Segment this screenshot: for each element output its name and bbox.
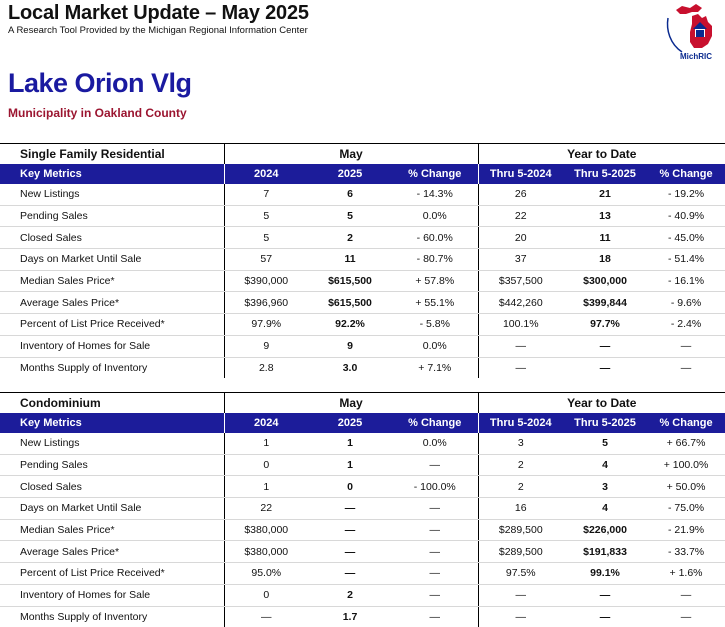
ytd-pct-change: - 2.4% (647, 314, 725, 336)
ytd-2025-value: 3 (563, 476, 647, 498)
may-2024-value: 5 (224, 205, 308, 227)
ytd-2024-value: — (478, 606, 563, 627)
ytd-group-header: Year to Date (478, 144, 725, 165)
metric-label: Pending Sales (0, 454, 224, 476)
ytd-pct-change: - 51.4% (647, 249, 725, 271)
metric-label: Inventory of Homes for Sale (0, 584, 224, 606)
ytd-2025-value: — (599, 610, 611, 623)
may-pct-change: — (429, 610, 440, 623)
ytd-2024-value: 2 (478, 476, 563, 498)
may-2025-value: 2 (308, 584, 392, 606)
ytd-2024-value: 26 (478, 184, 563, 205)
section-title: Condominium (0, 393, 224, 414)
ytd-2025-value: — (599, 361, 611, 374)
table-row (0, 606, 725, 627)
metric-label: Average Sales Price* (0, 541, 224, 563)
may-pct-change: + 55.1% (392, 292, 478, 314)
col-ytd-pct-change: % Change (647, 164, 725, 184)
ytd-2024-value: 3 (478, 433, 563, 454)
may-2024-value: — (224, 606, 308, 627)
may-2025-value: 2 (308, 227, 392, 249)
ytd-pct-change: - 75.0% (647, 498, 725, 520)
table-row (0, 357, 725, 378)
ytd-pct-change: — (680, 361, 692, 374)
may-2025-value: 1.7 (342, 610, 358, 623)
ytd-2024-value: 20 (478, 227, 563, 249)
may-2024-value: $390,000 (224, 270, 308, 292)
ytd-pct-change: — (680, 610, 692, 623)
ytd-pct-change: - 21.9% (647, 519, 725, 541)
ytd-2025-value: 5 (563, 433, 647, 454)
ytd-2024-value: $289,500 (478, 541, 563, 563)
ytd-2024-value: 97.5% (478, 563, 563, 585)
col-pct-change: % Change (392, 164, 478, 184)
table-row (0, 292, 725, 314)
ytd-2024-value: — (478, 335, 563, 357)
may-2025-value: 0 (308, 476, 392, 498)
may-pct-change: - 5.8% (392, 314, 478, 336)
section-title-row (0, 393, 725, 414)
may-2025-value: 9 (308, 335, 392, 357)
ytd-2024-value: — (478, 584, 563, 606)
may-pct-change: — (392, 563, 478, 585)
ytd-2025-value: 4 (563, 454, 647, 476)
col-pct-change: % Change (392, 413, 478, 433)
may-pct-change: — (392, 519, 478, 541)
ytd-2024-value: $357,500 (478, 270, 563, 292)
ytd-2025-value: 4 (563, 498, 647, 520)
col-2025: 2025 (308, 164, 392, 184)
table-row (0, 498, 725, 520)
table-row (0, 454, 725, 476)
may-pct-change: - 14.3% (392, 184, 478, 205)
may-2024-value: $380,000 (224, 519, 308, 541)
may-pct-change: + 7.1% (418, 361, 452, 374)
may-2024-value: 0 (224, 584, 308, 606)
col-key-metrics: Key Metrics (0, 413, 224, 433)
logo-text: MichRIC (680, 52, 712, 61)
metric-label: Months Supply of Inventory (20, 361, 148, 374)
ytd-2024-value: 22 (478, 205, 563, 227)
may-2024-value: 1 (224, 433, 308, 454)
table-row (0, 563, 725, 585)
ytd-pct-change: — (647, 584, 725, 606)
col-2024: 2024 (224, 413, 308, 433)
may-2024-value: $396,960 (224, 292, 308, 314)
may-2024-value: 7 (224, 184, 308, 205)
metric-label: Pending Sales (0, 205, 224, 227)
ytd-2025-value: $399,844 (563, 292, 647, 314)
table-row (0, 205, 725, 227)
may-2025-value: 6 (308, 184, 392, 205)
table-row (0, 314, 725, 336)
may-2024-value: 5 (224, 227, 308, 249)
may-pct-change: 0.0% (392, 335, 478, 357)
may-2025-value: 1 (308, 454, 392, 476)
may-2024-value: 97.9% (224, 314, 308, 336)
may-2024-value: 9 (224, 335, 308, 357)
ytd-pct-change: - 33.7% (647, 541, 725, 563)
ytd-2025-value: $226,000 (563, 519, 647, 541)
may-2025-value: 92.2% (308, 314, 392, 336)
ytd-pct-change: - 19.2% (647, 184, 725, 205)
may-2024-value: 0 (224, 454, 308, 476)
ytd-2025-value: 21 (563, 184, 647, 205)
ytd-2024-value: 2 (478, 454, 563, 476)
ytd-pct-change: + 66.7% (647, 433, 725, 454)
may-pct-change: 0.0% (392, 205, 478, 227)
table-row (0, 335, 725, 357)
municipality-name: Lake Orion Vlg (8, 68, 192, 98)
ytd-2024-value: $289,500 (478, 519, 563, 541)
may-2025-value: — (308, 498, 392, 520)
metric-label: New Listings (0, 184, 224, 205)
may-2024-value: 22 (224, 498, 308, 520)
may-pct-change: — (392, 498, 478, 520)
may-2024-value: 1 (224, 476, 308, 498)
table-row (0, 519, 725, 541)
may-2024-value: $380,000 (224, 541, 308, 563)
ytd-pct-change: - 45.0% (647, 227, 725, 249)
metric-label: Closed Sales (0, 227, 224, 249)
ytd-pct-change: - 40.9% (647, 205, 725, 227)
may-pct-change: - 60.0% (392, 227, 478, 249)
ytd-2024-value: — (478, 357, 563, 378)
may-pct-change: — (392, 541, 478, 563)
col-2024: 2024 (224, 164, 308, 184)
metric-label: Days on Market Until Sale (0, 249, 224, 271)
may-group-header: May (224, 393, 478, 414)
ytd-2025-value: 13 (563, 205, 647, 227)
ytd-2024-value: 100.1% (478, 314, 563, 336)
col-key-metrics: Key Metrics (0, 164, 224, 184)
metric-label: Median Sales Price* (0, 270, 224, 292)
metric-label: New Listings (0, 433, 224, 454)
table-row (0, 249, 725, 271)
metric-label: Median Sales Price* (0, 519, 224, 541)
col-thru-2025: Thru 5-2025 (563, 164, 647, 184)
may-group-header: May (224, 144, 478, 165)
may-pct-change: — (392, 584, 478, 606)
section-title-row (0, 144, 725, 165)
may-2025-value: 11 (308, 249, 392, 271)
table-row (0, 541, 725, 563)
ytd-2024-value: 37 (478, 249, 563, 271)
column-header-row (0, 164, 725, 184)
may-2025-value: 5 (308, 205, 392, 227)
single-family-table (0, 143, 725, 378)
may-2025-value: — (308, 563, 392, 585)
ytd-pct-change: + 1.6% (647, 563, 725, 585)
report-title: Local Market Update – May 2025 (8, 2, 309, 24)
may-pct-change: - 100.0% (392, 476, 478, 498)
metric-label: Months Supply of Inventory (20, 610, 148, 623)
column-header-row (0, 413, 725, 433)
may-2025-value: — (308, 541, 392, 563)
col-thru-2025: Thru 5-2025 (563, 413, 647, 433)
table-row (0, 184, 725, 205)
may-pct-change: — (392, 454, 478, 476)
ytd-pct-change: + 100.0% (647, 454, 725, 476)
ytd-2025-value: 99.1% (563, 563, 647, 585)
ytd-pct-change: + 50.0% (647, 476, 725, 498)
ytd-2025-value: 18 (563, 249, 647, 271)
may-2024-value: 57 (224, 249, 308, 271)
may-2025-value: 1 (308, 433, 392, 454)
ytd-2024-value: 16 (478, 498, 563, 520)
ytd-pct-change: - 16.1% (647, 270, 725, 292)
report-subtitle: A Research Tool Provided by the Michigan Regional Information Center (8, 25, 308, 36)
section-title: Single Family Residential (0, 144, 224, 165)
ytd-2025-value: $300,000 (563, 270, 647, 292)
metric-label: Percent of List Price Received* (0, 563, 224, 585)
metric-label: Percent of List Price Received* (0, 314, 224, 336)
metric-label: Closed Sales (0, 476, 224, 498)
may-2025-value: $615,500 (308, 270, 392, 292)
ytd-2025-value: 97.7% (563, 314, 647, 336)
ytd-2025-value: — (563, 584, 647, 606)
table-row (0, 270, 725, 292)
ytd-pct-change: - 9.6% (647, 292, 725, 314)
may-2024-value: 2.8 (224, 357, 308, 378)
table-row (0, 584, 725, 606)
metric-label: Inventory of Homes for Sale (0, 335, 224, 357)
table-row (0, 433, 725, 454)
may-2025-value: — (308, 519, 392, 541)
ytd-2024-value: $442,260 (478, 292, 563, 314)
condominium-table (0, 392, 725, 627)
col-ytd-pct-change: % Change (647, 413, 725, 433)
ytd-2025-value: — (563, 335, 647, 357)
col-2025: 2025 (308, 413, 392, 433)
may-pct-change: + 57.8% (392, 270, 478, 292)
may-pct-change: - 80.7% (392, 249, 478, 271)
metric-label: Average Sales Price* (0, 292, 224, 314)
municipality-description: Municipality in Oakland County (8, 106, 187, 120)
col-thru-2024: Thru 5-2024 (478, 413, 563, 433)
may-2024-value: 95.0% (224, 563, 308, 585)
may-pct-change: 0.0% (392, 433, 478, 454)
may-2025-value: 3.0 (342, 361, 358, 374)
col-thru-2024: Thru 5-2024 (478, 164, 563, 184)
ytd-group-header: Year to Date (478, 393, 725, 414)
ytd-pct-change: — (647, 335, 725, 357)
metric-label: Days on Market Until Sale (0, 498, 224, 520)
ytd-2025-value: $191,833 (563, 541, 647, 563)
may-2025-value: $615,500 (308, 292, 392, 314)
table-row (0, 476, 725, 498)
ytd-2025-value: 11 (563, 227, 647, 249)
table-row (0, 227, 725, 249)
